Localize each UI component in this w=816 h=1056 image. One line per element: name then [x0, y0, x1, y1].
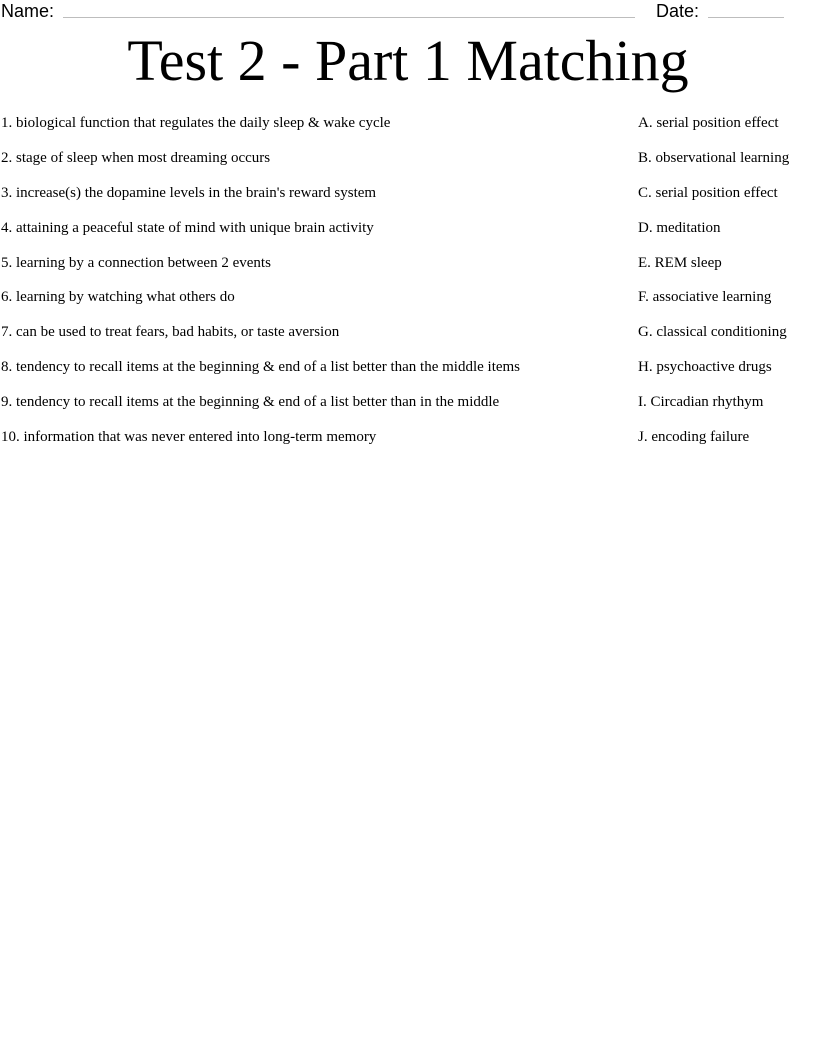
answer-item: G. classical conditioning	[638, 324, 787, 341]
question-item: 7. can be used to treat fears, bad habits, or taste aversion	[1, 324, 340, 341]
answer-item: J. encoding failure	[638, 429, 750, 446]
question-list	[1, 114, 621, 463]
question-item: 2. stage of sleep when most dreaming occurs	[1, 149, 271, 166]
answer-item: B. observational learning	[638, 149, 790, 166]
answer-item: A. serial position effect	[638, 115, 779, 131]
question-item: 4. attaining a peaceful state of mind with unique brain activity	[1, 219, 374, 236]
answer-item: F. associative learning	[638, 289, 772, 306]
question-item: 6. learning by watching what others do	[1, 289, 235, 306]
page-title: Test 2 - Part 1 Matching	[127, 28, 689, 93]
answer-item: H. psychoactive drugs	[638, 359, 772, 376]
question-item: 3. increase(s) the dopamine levels in the brain's reward system	[1, 184, 377, 201]
question-item: 9. tendency to recall items at the beginning & end of a list better than in the middle	[1, 394, 500, 411]
question-item: 10. information that was never entered into long-term memory	[1, 429, 377, 446]
answer-item: I. Circadian rhythym	[638, 394, 764, 411]
name-blank-line	[63, 17, 635, 18]
answer-item: E. REM sleep	[638, 254, 722, 271]
question-item: 8. tendency to recall items at the beginning & end of a list better than the middle items	[1, 359, 521, 376]
question-item: 1. biological function that regulates the daily sleep & wake cycle	[1, 115, 391, 131]
answer-item: C. serial position effect	[638, 184, 778, 201]
answer-list	[638, 114, 816, 463]
answer-item: D. meditation	[638, 219, 721, 236]
name-label: Name:	[1, 1, 55, 21]
date-blank-line	[708, 17, 784, 18]
header-row	[0, 0, 816, 24]
date-label: Date:	[656, 1, 700, 21]
question-item: 5. learning by a connection between 2 events	[1, 254, 271, 271]
